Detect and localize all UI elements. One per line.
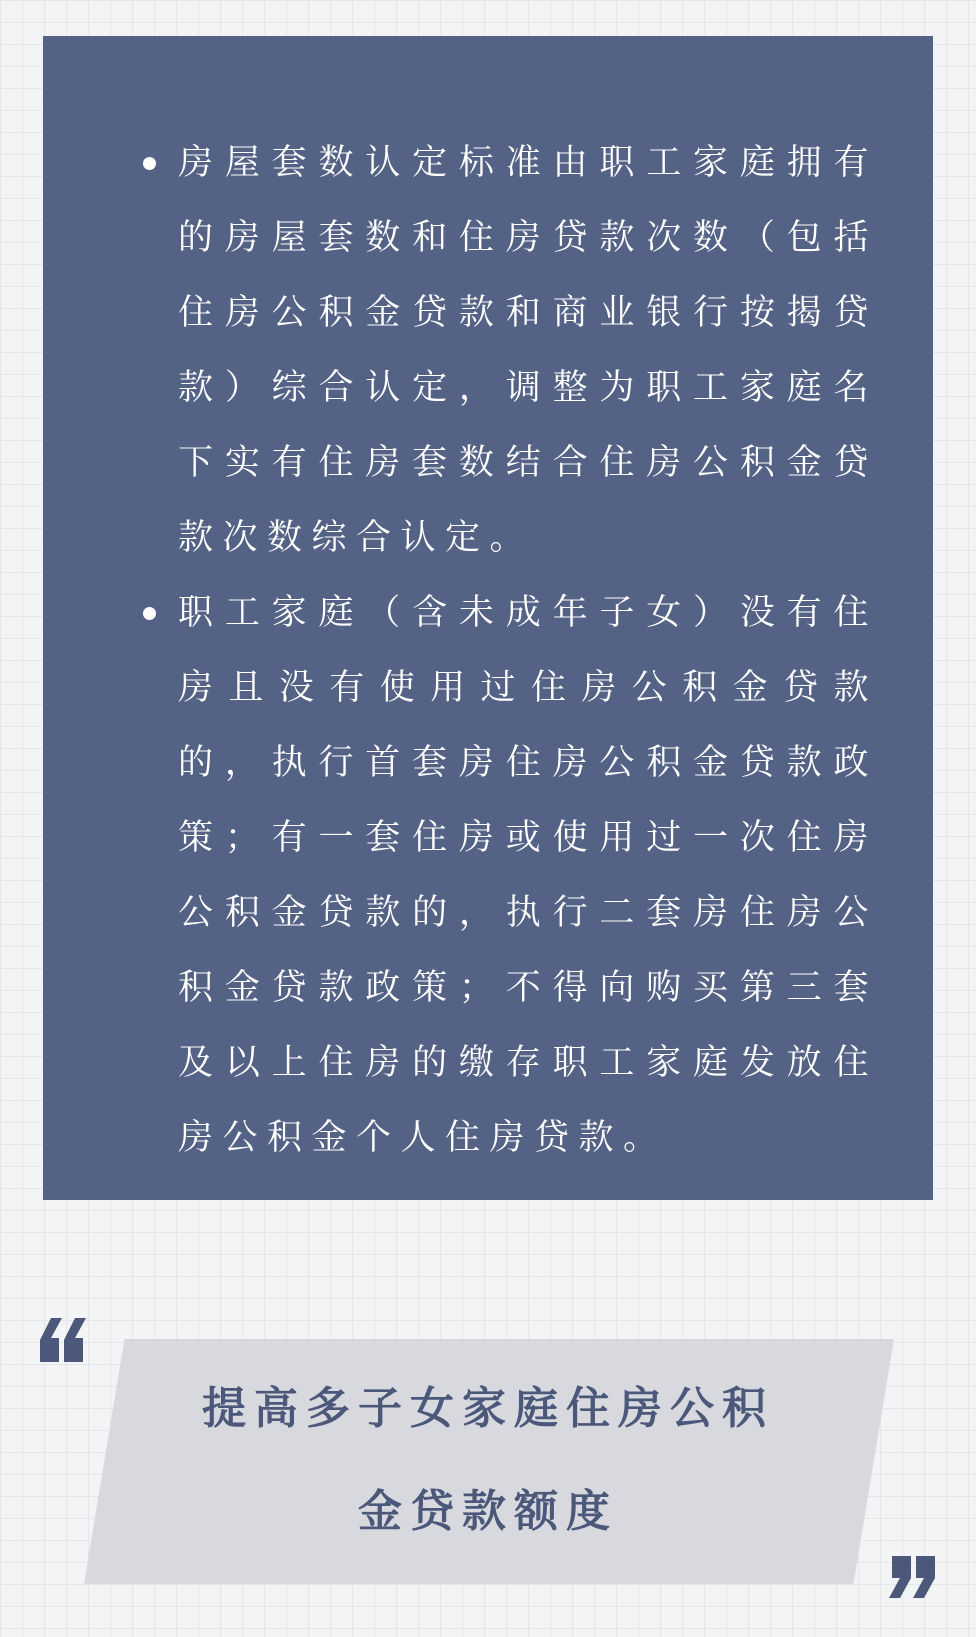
policy-bullet-list	[43, 126, 933, 1176]
policy-bullet-text: 职工家庭（含未成年子女）没有住房且没有使用过住房公积金贷款的，执行首套房住房公积金贷款政策；有一套住房或使用过一次住房公积金贷款的，执行二套房住房公积金贷款政策；不得向购买第三套及以上住房的缴存职工家庭发放住房公积金个人住房贷款。	[178, 593, 878, 1158]
bullet-dot-icon	[143, 157, 156, 170]
close-quote-icon	[879, 1554, 935, 1600]
policy-bullet-item	[43, 126, 878, 576]
policy-bullet-item	[43, 576, 878, 1176]
open-quote-icon	[40, 1318, 96, 1364]
section-heading-line-2: 金贷款额度	[358, 1486, 618, 1537]
section-heading-line-1: 提高多子女家庭住房公积	[202, 1383, 774, 1434]
bullet-dot-icon	[143, 607, 156, 620]
policy-panel	[43, 36, 933, 1200]
section-heading	[0, 1339, 976, 1584]
policy-bullet-text: 房屋套数认定标准由职工家庭拥有的房屋套数和住房贷款次数（包括住房公积金贷款和商业银行按揭贷款）综合认定，调整为职工家庭名下实有住房套数结合住房公积金贷款次数综合认定。	[178, 143, 878, 558]
